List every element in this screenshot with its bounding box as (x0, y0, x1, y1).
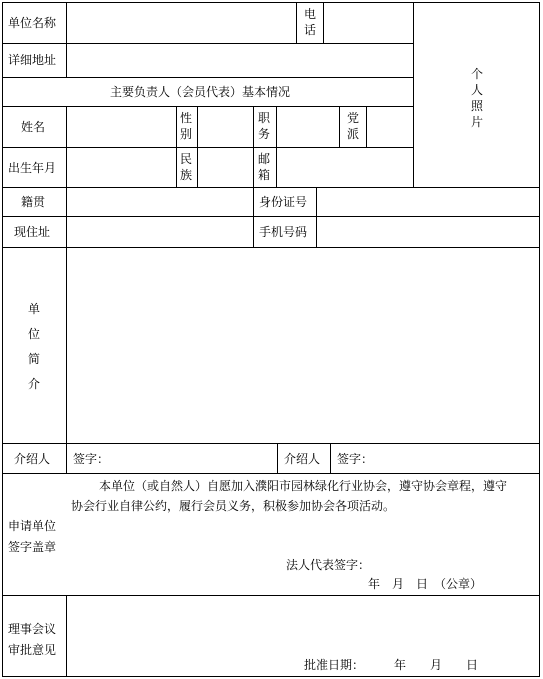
ethnic-label (179, 151, 193, 183)
birth-field[interactable] (67, 148, 176, 187)
unit-intro-field[interactable] (67, 248, 539, 443)
id-number-field[interactable] (317, 188, 539, 216)
line-gender-left (176, 106, 177, 188)
ethnic-char: 民 (179, 152, 192, 166)
line-position-left (253, 106, 254, 188)
intro-char: 介 (27, 377, 40, 391)
residence-field[interactable] (67, 217, 253, 247)
line-r2 (2, 77, 413, 78)
unit-name-field[interactable] (67, 3, 296, 43)
mobile-field[interactable] (317, 217, 539, 247)
phone-label (303, 6, 317, 38)
position-char: 务 (257, 127, 270, 141)
email-label (257, 151, 271, 183)
email-char: 邮 (257, 152, 270, 166)
line-right (539, 2, 540, 677)
approval-date-line: 批准日期： 年 月 日 (304, 658, 479, 672)
apply-label-line: 申请单位 (8, 519, 57, 533)
unit-intro-label (27, 297, 41, 397)
address-label: 详细地址 (8, 53, 57, 67)
council-label-line: 理事会议 (8, 622, 57, 636)
intro-char: 单 (27, 302, 40, 316)
name-field[interactable] (67, 107, 176, 147)
party-char: 派 (346, 127, 359, 141)
line-r9 (2, 473, 540, 474)
party-char: 党 (346, 111, 359, 125)
line-id-label-left (253, 187, 254, 248)
party-field[interactable] (367, 107, 413, 147)
phone-char: 电 (303, 7, 316, 21)
ethnic-char: 族 (179, 168, 192, 182)
gender-char: 性 (179, 111, 192, 125)
party-label (346, 110, 360, 142)
line-phone-left (296, 2, 297, 44)
declaration-line-1: 本单位（或自然人）自愿加入濮阳市园林绿化行业协会，遵守协会章程，遵守 (99, 479, 508, 493)
legal-rep-signature-label: 法人代表签字： (286, 558, 371, 572)
ethnic-field[interactable] (198, 148, 253, 187)
referrer-label-2: 介绍人 (284, 452, 321, 466)
email-char: 箱 (257, 168, 270, 182)
position-char: 职 (257, 111, 270, 125)
intro-char: 位 (27, 327, 40, 341)
council-label-line: 审批意见 (8, 643, 57, 657)
council-label (8, 619, 56, 661)
mobile-label: 手机号码 (259, 225, 308, 239)
referrer-sign-1: 签字： (73, 452, 110, 466)
apply-label (8, 516, 56, 558)
line-ref-mid-2 (330, 443, 331, 474)
id-number-label: 身份证号 (259, 195, 308, 209)
birth-label: 出生年月 (8, 161, 57, 175)
gender-field[interactable] (198, 107, 253, 147)
photo-char: 片 (470, 115, 483, 129)
address-field[interactable] (67, 44, 413, 77)
declaration-line-2: 协会行业自律公约，履行会员义务，积极参加协会各项活动。 (71, 499, 396, 513)
section-title: 主要负责人（会员代表）基本情况 (110, 85, 291, 99)
referrer-label-1: 介绍人 (14, 452, 51, 466)
referrer-sign-field-2[interactable] (374, 444, 539, 473)
referrer-sign-2: 签字： (337, 452, 374, 466)
photo-char: 人 (470, 83, 483, 97)
position-label (257, 110, 271, 142)
gender-char: 别 (179, 127, 192, 141)
phone-field[interactable] (324, 3, 413, 43)
line-left (2, 2, 3, 677)
photo-char: 个 (470, 67, 483, 81)
native-place-field[interactable] (67, 188, 253, 216)
unit-name-label: 单位名称 (8, 16, 57, 30)
intro-char: 简 (27, 352, 40, 366)
apply-label-line: 签字盖章 (8, 540, 57, 554)
line-party-left (339, 106, 340, 147)
email-field[interactable] (277, 148, 413, 187)
photo-label (470, 66, 484, 130)
name-label: 姓名 (21, 120, 46, 134)
native-place-label: 籍贯 (21, 195, 46, 209)
residence-label: 现住址 (14, 225, 51, 239)
seal-date-line: 年 月 日 （公章） (368, 577, 483, 591)
line-ref-mid-1 (277, 443, 278, 474)
referrer-sign-field-1[interactable] (110, 444, 277, 473)
photo-char: 照 (470, 99, 483, 113)
phone-char: 话 (303, 23, 316, 37)
gender-label (179, 110, 193, 142)
line-bottom (2, 676, 540, 677)
position-field[interactable] (277, 107, 339, 147)
